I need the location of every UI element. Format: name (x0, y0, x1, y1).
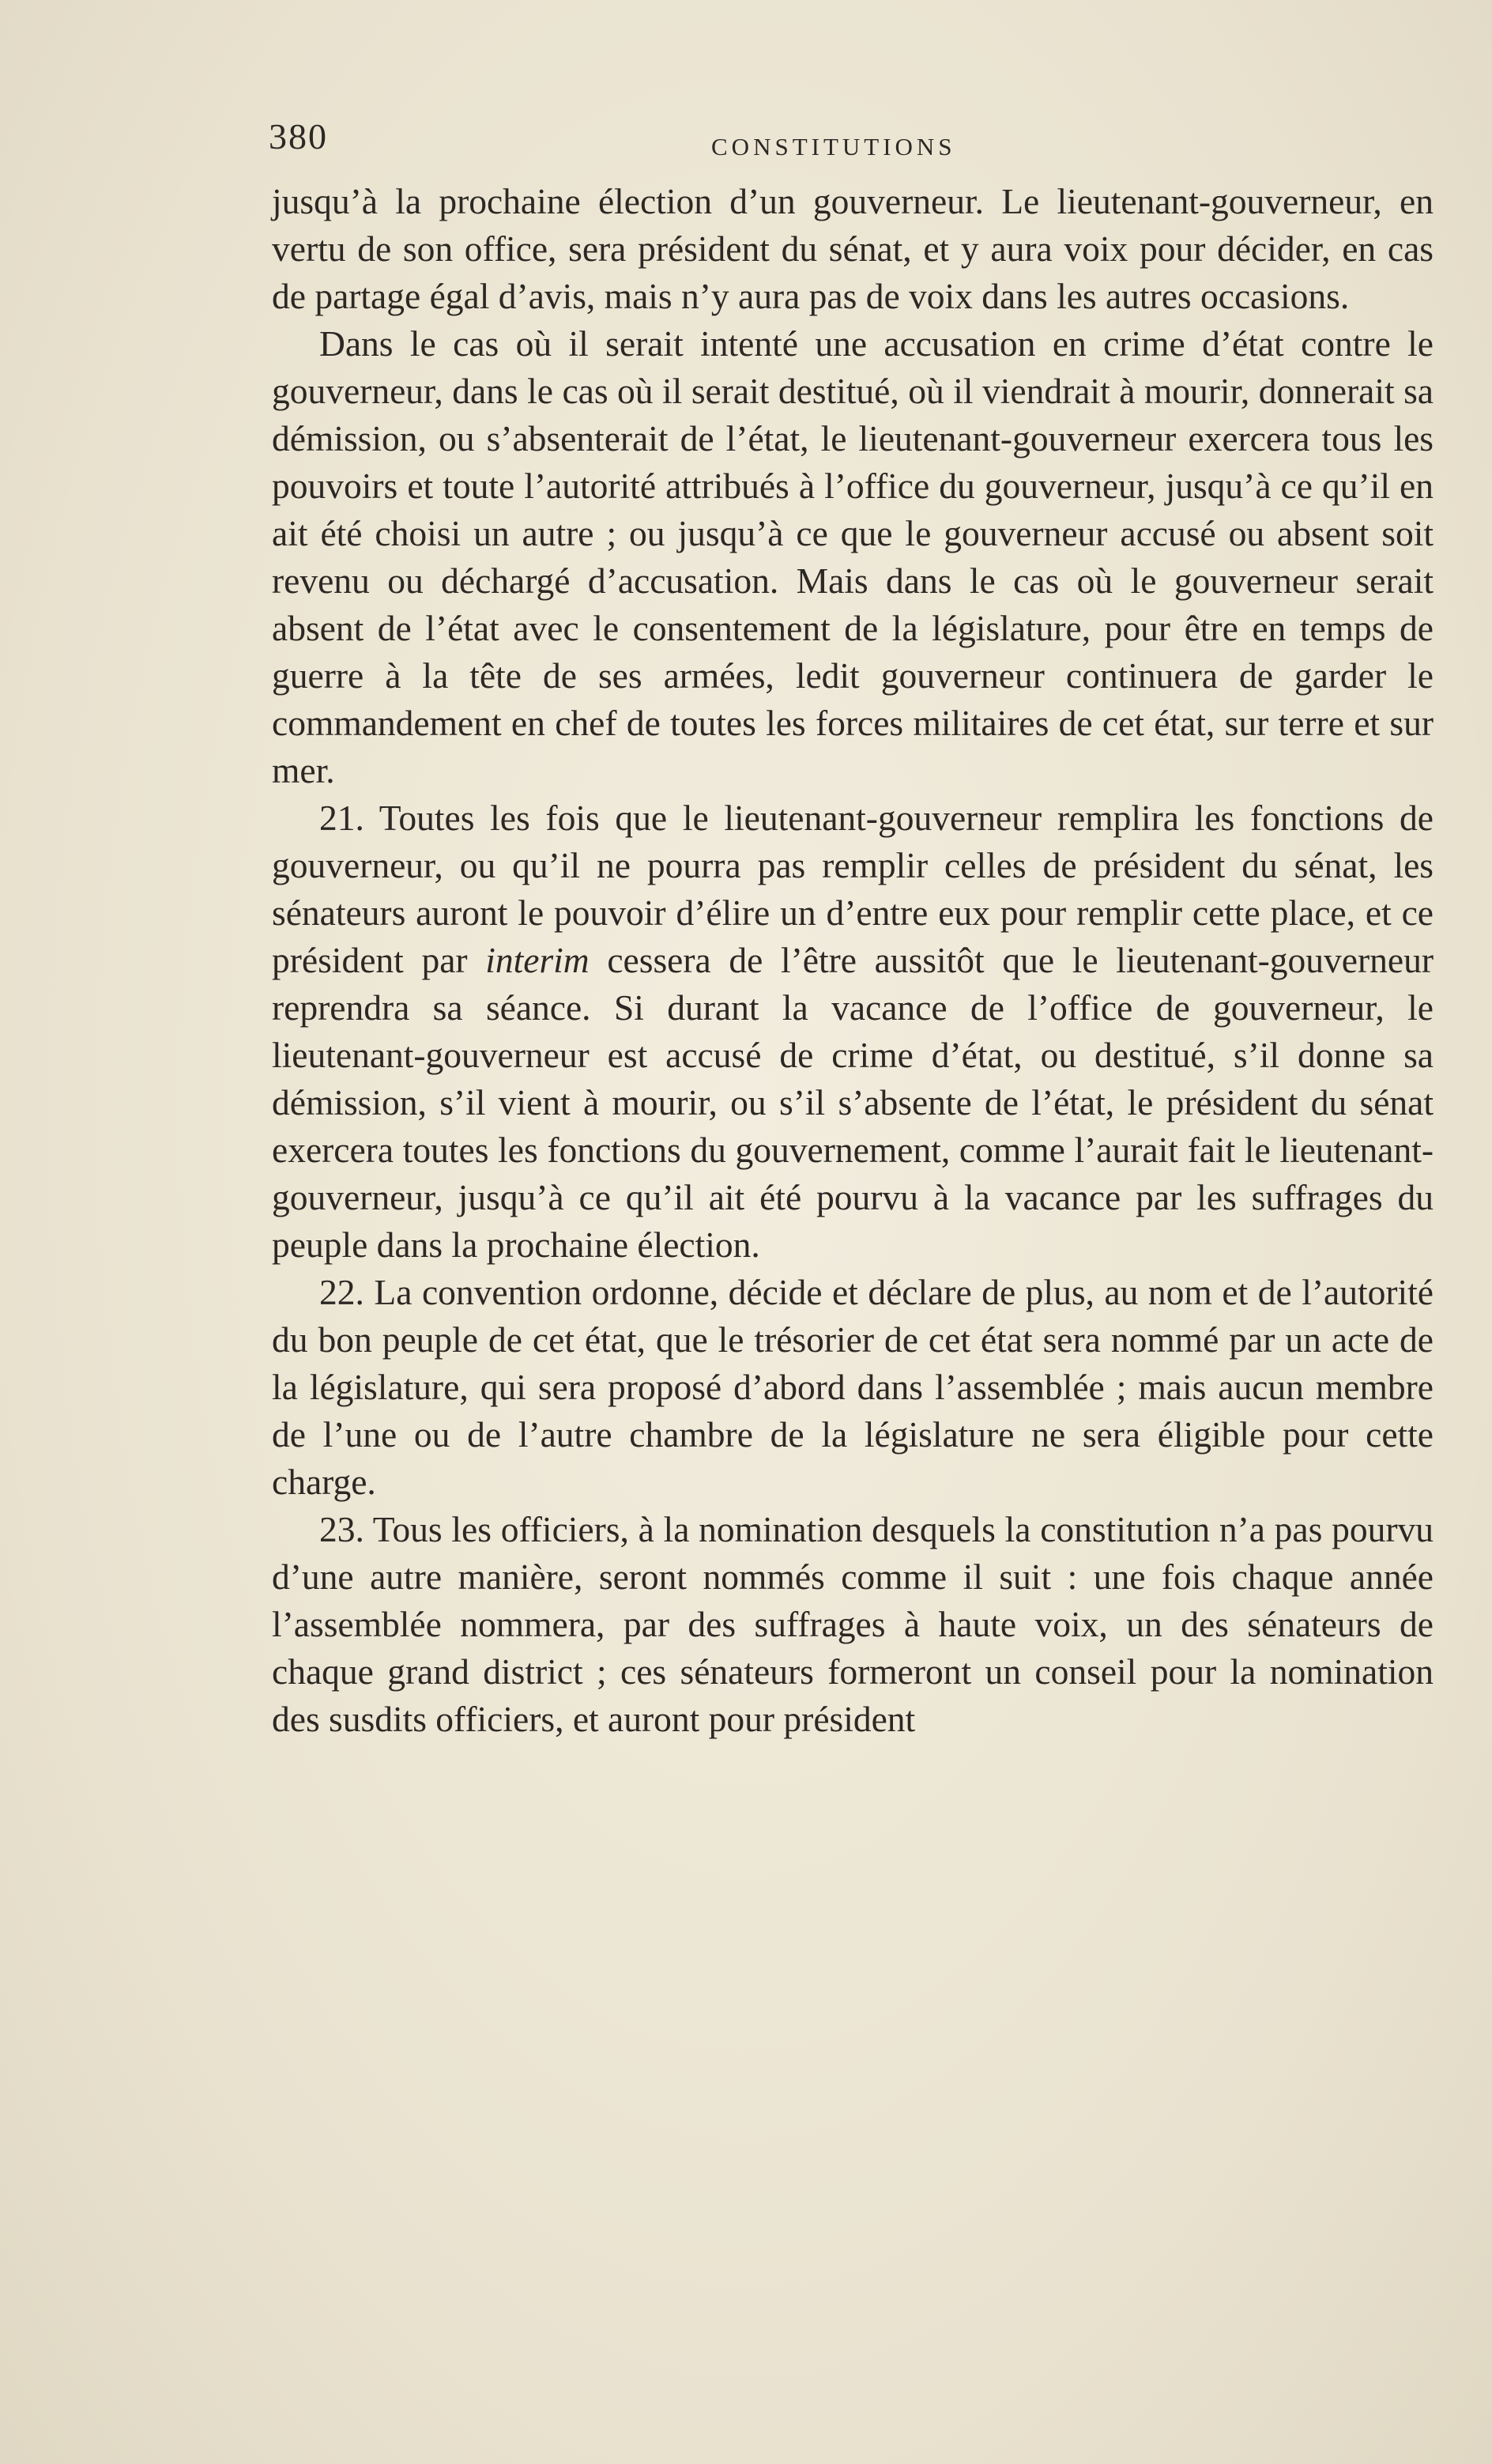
paragraph-continuation: jusqu’à la prochaine élection d’un gouverneur. Le lieutenant-gouverneur, en vertu de son office, sera président du sénat, et y aura voix pour décider, en cas de partage égal d’avis, mais n’y aura pas de voix dans les autres occasions. (272, 181, 1434, 316)
page-header (269, 115, 1438, 171)
paragraph-accusation: Dans le cas où il serait intenté une accusation en crime d’état contre le gouverneur, dans le cas où il serait destitué, où il viendrait à mourir, donnerait sa démission, ou s’absenterait de l’état, le lieutenant-gouverneur exercera tous les pouvoirs et toute l’autorité attribués à l’office du gouverneur, jusqu’à ce qu’il en ait été choisi un autre ; ou jusqu’à ce que le gouverneur accusé ou absent soit revenu ou déchargé d’accusation. Mais dans le cas où le gouverneur serait absent de l’état avec le consentement de la législature, pour être en temps de guerre à la tête de ses armées, ledit gouverneur continuera de garder le commandement en chef de toutes les forces militaires de cet état, sur terre et sur mer. (272, 323, 1434, 791)
article-21-italic-term: interim (485, 940, 590, 980)
paragraph-article-21 (272, 794, 1434, 1269)
paragraph-article-23: 23. Tous les officiers, à la nomination desquels la constitution n’a pas pourvu d’une autre manière, seront nommés comme il suit : une fois chaque année l’assemblée nommera, par des suffrages à haute voix, un des sénateurs de chaque grand district ; ces sénateurs formeront un conseil pour la nomination des susdits officiers, et auront pour président (272, 1509, 1434, 1739)
running-title: CONSTITUTIONS (711, 133, 956, 160)
paragraph-article-22: 22. La convention ordonne, décide et déclare de plus, au nom et de l’autorité du bon peuple de cet état, que le trésorier de cet état sera nommé par un acte de la législature, qui sera proposé d’abord dans l’assemblée ; mais aucun membre de l’une ou de l’autre chambre de la législature ne sera éligible pour cette charge. (272, 1272, 1434, 1502)
article-21-text-end: cessera de l’être aussitôt que le lieutenant-gouverneur reprendra sa séance. Si durant la vacance de l’office de gouverneur, le lieutenant-gouverneur est accusé de crime d’état, ou destitué, s’il donne sa démission, s’il vient à mourir, ou s’il s’absente de l’état, le président du sénat exercera toutes les fonctions du gouvernement, comme l’aurait fait le lieutenant-gouverneur, jusqu’à ce qu’il ait été pourvu à la vacance par les suffrages du peuple dans la prochaine élection. (272, 940, 1434, 1265)
article-21-text-start: 21. Toutes les fois que le lieutenant-gouverneur remplira les fonctions de gouverneur, ou qu’il ne pourra pas remplir celles de président du sénat, les sénateurs auront le pouvoir d’élire un d’entre eux pour remplir cette place, et ce président par (272, 798, 1434, 980)
page-number: 380 (269, 116, 328, 157)
body-text (272, 178, 1434, 1743)
